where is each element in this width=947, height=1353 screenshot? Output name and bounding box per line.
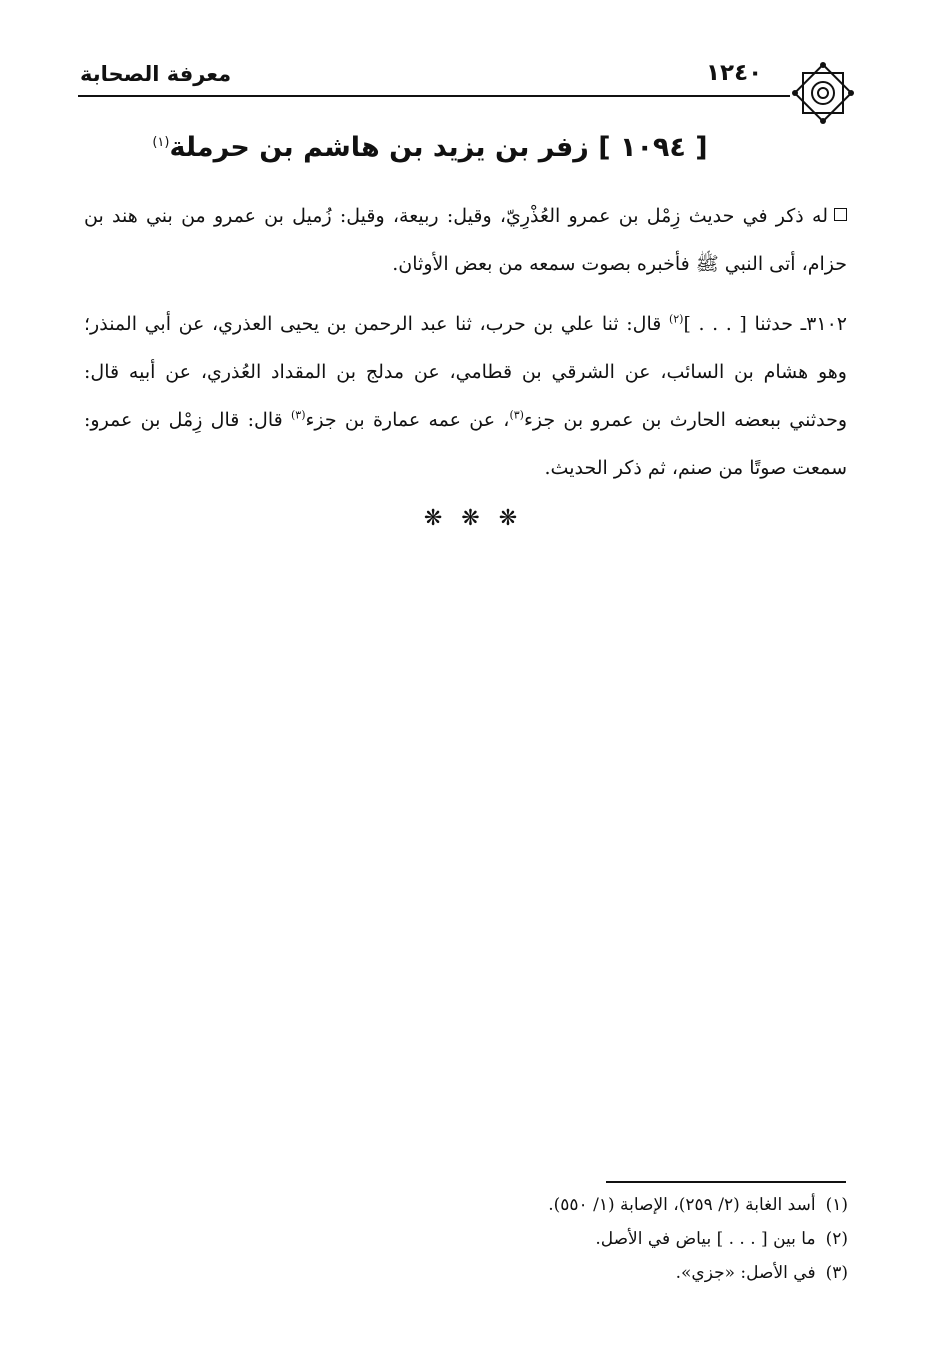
paragraph-text: ، عن عمه عمارة بن جزء [305, 409, 510, 431]
paragraph-biography [84, 192, 847, 288]
footnote [300, 1188, 848, 1222]
footnotes [300, 1188, 848, 1290]
entry-title [150, 132, 710, 163]
running-title: معرفة الصحابة [80, 62, 232, 86]
square-bullet-icon [834, 208, 847, 221]
footnote-ref: (١) [152, 135, 170, 150]
footnote-text: في الأصل: «جزي». [675, 1263, 816, 1283]
header-rule [78, 95, 790, 97]
footnote [300, 1256, 848, 1290]
paragraph-text: ٣١٠٢ـ حدثنا [ . . . ] [683, 313, 847, 335]
entry-title-text: [ ١٠٩٤ ] زفر بن يزيد بن هاشم بن حرملة [169, 132, 708, 163]
footnote-rule [606, 1181, 846, 1183]
footnote-text: ما بين [ . . . ] بياض في الأصل. [595, 1229, 816, 1249]
footnote-number: (١) [825, 1195, 848, 1215]
paragraph-text: له ذكر في حديث زِمْل بن عمرو العُذْرِيّ، وقيل: ربيعة، وقيل: زُميل بن عمرو من بني هند بن حزام، أتى النبي ﷺ فأخبره بصوت سمعه من بعض الأوثان. [84, 205, 847, 275]
footnote-text: أسد الغابة (٢/ ٢٥٩)، الإصابة (١/ ٥٥٠). [548, 1195, 816, 1215]
footnote-number: (٢) [825, 1229, 848, 1249]
footnote [300, 1222, 848, 1256]
paragraph-text: قال: ثنا علي بن حرب، ثنا عبد الرحمن بن يحيى العذري، عن أبي المنذر؛ وهو هشام بن السائب، عن الشرقي بن قطامي، عن مدلج بن المقداد العُذري، عن أبيه قال: وحدثني ببعضه الحارث بن عمرو بن جزء [84, 313, 848, 431]
section-separator: ❋ ❋ ❋ [423, 506, 524, 531]
ornament-icon [790, 60, 856, 126]
page-number: ١٢٤٠ [706, 60, 763, 86]
footnote-ref: (٢) [668, 312, 684, 326]
paragraph-hadith [84, 300, 847, 492]
footnote-ref: (٣) [290, 408, 306, 422]
footnote-number: (٣) [825, 1263, 848, 1283]
paragraph-text: قال: قال زِمْل بن عمرو: سمعت صوتًا من صنم، ثم ذكر الحديث. [84, 409, 847, 479]
footnote-ref: (٣) [509, 408, 524, 422]
